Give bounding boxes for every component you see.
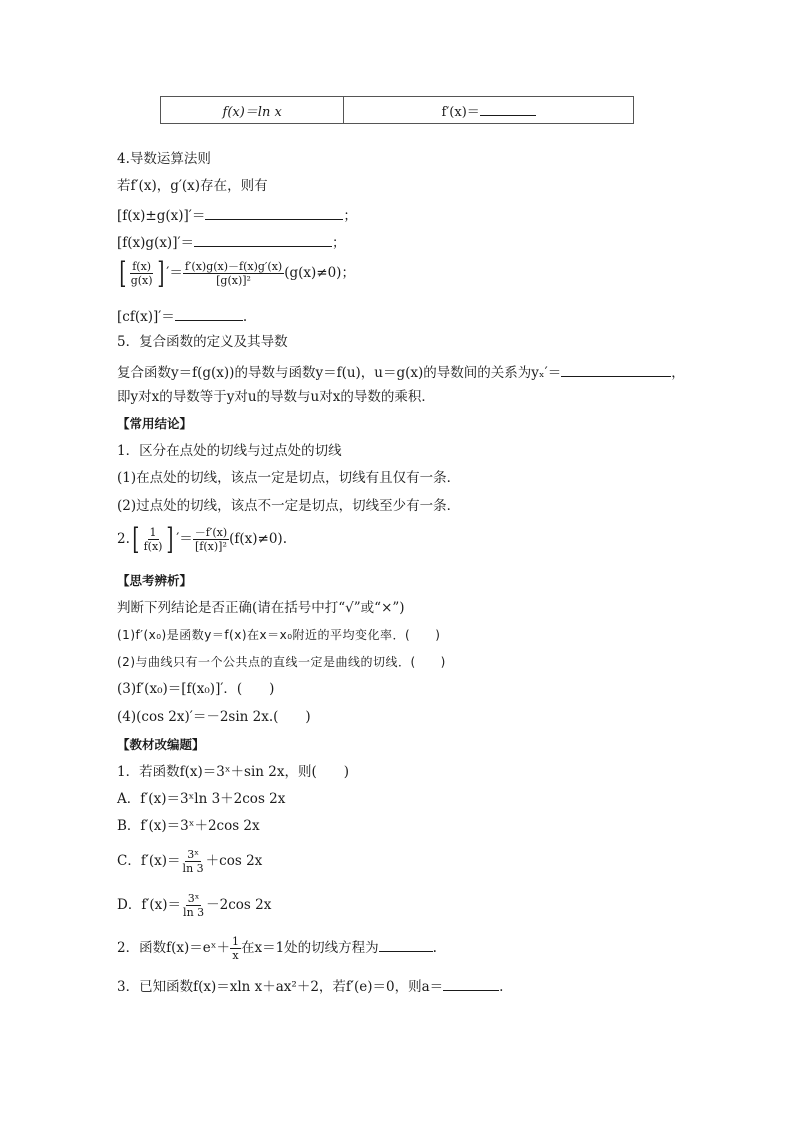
section-4-intro: 若f′(x)，g′(x)存在，则有 <box>117 178 268 194</box>
problem-1-option-b: B．f′(x)＝3ˣ＋2cos 2x <box>117 818 260 834</box>
quotient-fraction: $\frac{f(x)}{g(x)}$ <box>130 260 153 287</box>
common-item-1: 1．区分在点处的切线与过点处的切线 <box>117 443 342 459</box>
think-q3: (3)f′(x₀)＝[f(x₀)]′．( ) <box>117 681 275 697</box>
quotient-result-fraction: $\frac{f'(x)g(x)-f(x)g'(x)}{\text{[g(x)]²}}$ <box>184 260 283 287</box>
common-item-1b: (2)过点处的切线，该点不一定是切点，切线至少有一条． <box>117 498 461 514</box>
problem-1-option-c: C．f′(x)＝ $\frac{\text{3ˣ}}{\ln 3}$ ＋cos 2x <box>117 848 263 875</box>
rule-quotient: [ $\frac{f(x)}{g(x)}$ ] ′＝ $\frac{f'(x)g(x)-f(x)g'(x)}{\text{[g(x)]²}}$ (g(x)≠0)； <box>119 255 355 291</box>
table-cell-derivative: f′(x)＝ <box>344 97 634 124</box>
think-q4: (4)(cos 2x)′＝－2sin 2x.( ) <box>117 709 311 725</box>
common-item-1a: (1)在点处的切线，该点一定是切点，切线有且仅有一条． <box>117 470 461 486</box>
problem-2: 2．函数f(x)＝eˣ＋ $\frac{1}{x}$ 在x＝1处的切线方程为 . <box>117 935 437 962</box>
problem-1-option-a: A．f′(x)＝3ˣln 3＋2cos 2x <box>117 791 286 807</box>
rule-constant: [cf(x)]′＝ . <box>117 306 247 326</box>
think-intro: 判断下列结论是否正确(请在括号中打“√”或“×”) <box>117 600 405 616</box>
answer-blank[interactable] <box>205 205 343 220</box>
problem-1-option-d: D．f′(x)＝ $\frac{\text{3ˣ}}{\ln 3}$ －2cos 2x <box>117 892 272 919</box>
answer-blank[interactable] <box>443 976 499 991</box>
common-conclusions-heading: 【常用结论】 <box>117 416 193 431</box>
answer-blank[interactable] <box>480 101 536 116</box>
answer-blank[interactable] <box>194 232 332 247</box>
formula-table <box>160 96 634 124</box>
think-q1: (1)f′(x₀)是函数y＝f(x)在x＝x₀附近的平均变化率．( ) <box>117 628 441 642</box>
think-q2: (2)与曲线只有一个公共点的直线一定是曲线的切线．( ) <box>117 655 446 669</box>
answer-blank[interactable] <box>561 362 671 377</box>
section-5-line2: 即y对x的导数等于y对u的导数与u对x的导数的乘积． <box>117 389 435 405</box>
rule-sum: [f(x)±g(x)]′＝ ； <box>117 205 357 225</box>
common-item-2: 2.[ $\frac{1}{f(x)}$ ] ′＝ $\frac{-f'(x)}{\text{[f(x)]²}}$ (f(x)≠0). <box>117 521 287 557</box>
think-heading: 【思考辨析】 <box>117 573 193 588</box>
section-5-line1: 复合函数y＝f(g(x))的导数与函数y＝f(u)，u＝g(x)的导数间的关系为yₓ′＝ ， <box>117 362 685 382</box>
textbook-heading: 【教材改编题】 <box>117 737 205 752</box>
answer-blank[interactable] <box>379 937 433 952</box>
section-4-title: 4.导数运算法则 <box>117 151 211 167</box>
section-5-title: 5．复合函数的定义及其导数 <box>117 334 288 350</box>
problem-3: 3．已知函数f(x)＝xln x＋ax²＋2，若f′(e)＝0，则a＝ . <box>117 976 503 996</box>
table-cell-function: f(x)＝ln x <box>161 97 344 124</box>
problem-1: 1．若函数f(x)＝3ˣ＋sin 2x，则( ) <box>117 764 350 780</box>
answer-blank[interactable] <box>175 306 243 321</box>
rule-product: [f(x)g(x)]′＝ ； <box>117 232 346 252</box>
